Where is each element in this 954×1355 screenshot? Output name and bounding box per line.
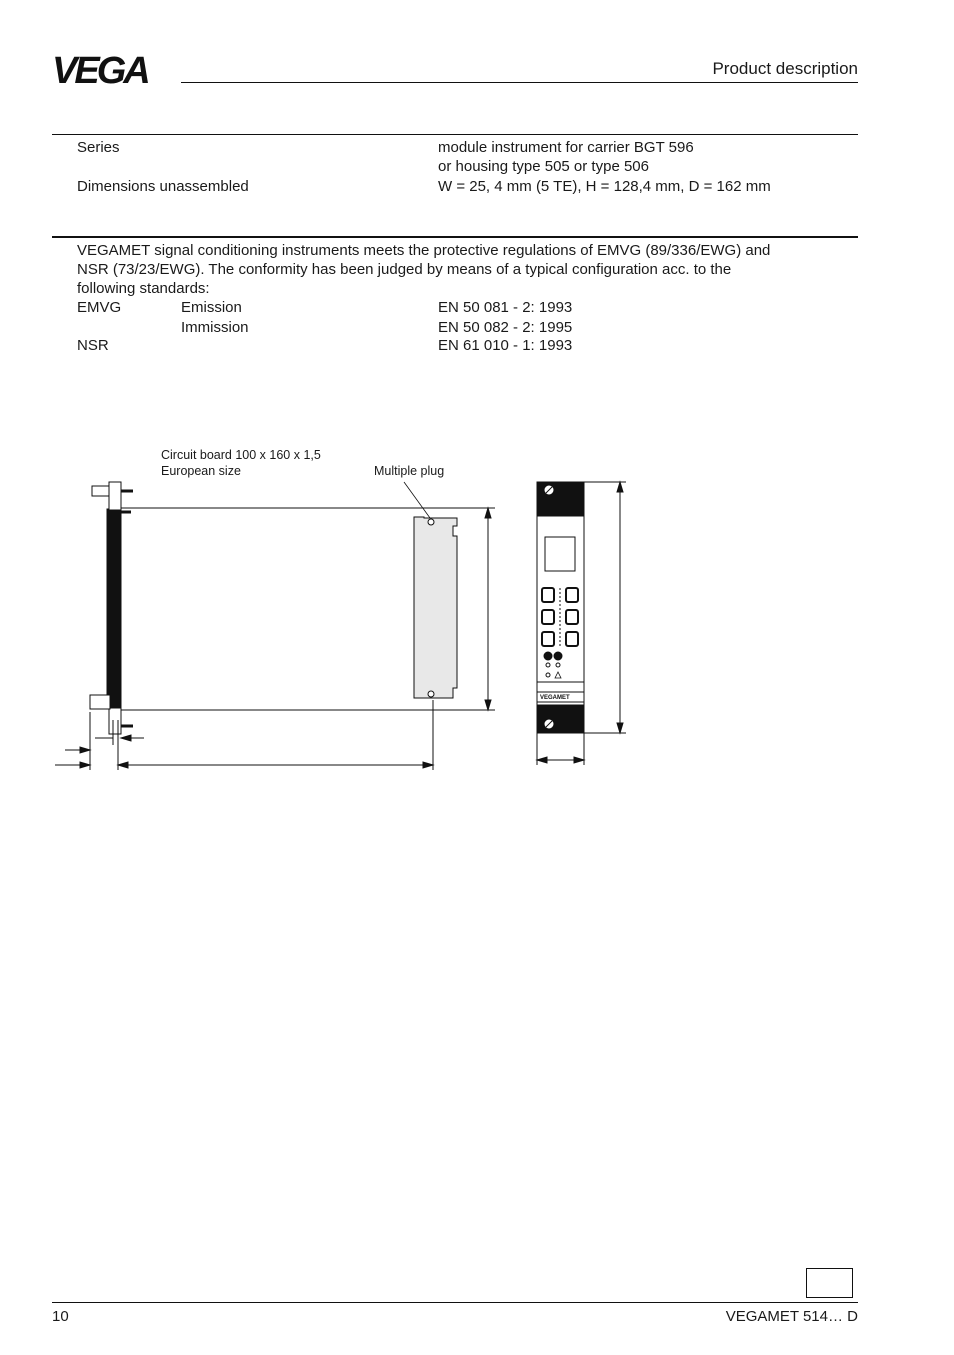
handle-icon [90,695,110,709]
logo-text: VEGA [52,52,148,86]
panel-bottom-cap [109,708,121,734]
conformity-text: following standards: [77,280,210,297]
standard-group: NSR [77,337,109,354]
spec-value-series: module instrument for carrier BGT 596 [438,139,694,156]
footer-rule [52,1302,858,1303]
standard-value: EN 50 082 - 2: 1995 [438,319,573,336]
standard-value: EN 61 010 - 1: 1993 [438,337,573,354]
circuit-board-label: Circuit board 100 x 160 x 1,5 [161,448,321,462]
plug-leader-line [404,482,430,518]
circuit-board-label: European size [161,464,241,478]
led-icon [544,652,552,660]
display-window [545,537,575,571]
multiple-plug-label: Multiple plug [374,464,445,478]
front-panel-side [107,509,121,709]
spec-value-series-2: or housing type 505 or type 506 [438,158,649,175]
standard-type: Immission [181,319,249,336]
multiple-plug [414,517,457,698]
conformity-text: VEGAMET signal conditioning instruments meets the protective regulations of EMVG (89/336/EWG) and [77,242,771,259]
conformity-text: NSR (73/23/EWG). The conformity has been judged by means of a typical configuration acc. to the [77,261,732,278]
screw-icon [92,486,109,496]
spec-label-series: Series [77,139,120,156]
page-number: 10 [52,1308,69,1325]
standard-group: EMVG [77,299,122,316]
language-box [806,1268,853,1298]
standard-value: EN 50 081 - 2: 1993 [438,299,573,316]
page-title: Product description [712,59,858,78]
standard-type: Emission [181,299,242,316]
spec-value-dimensions: W = 25, 4 mm (5 TE), H = 128,4 mm, D = 162 mm [438,178,771,195]
spec-label-dimensions: Dimensions unassembled [77,178,249,195]
document-title: VEGAMET 514… D [725,1308,858,1325]
panel-top-cap [109,482,121,510]
led-icon [554,652,562,660]
front-brand-label: VEGAMET [540,695,570,701]
